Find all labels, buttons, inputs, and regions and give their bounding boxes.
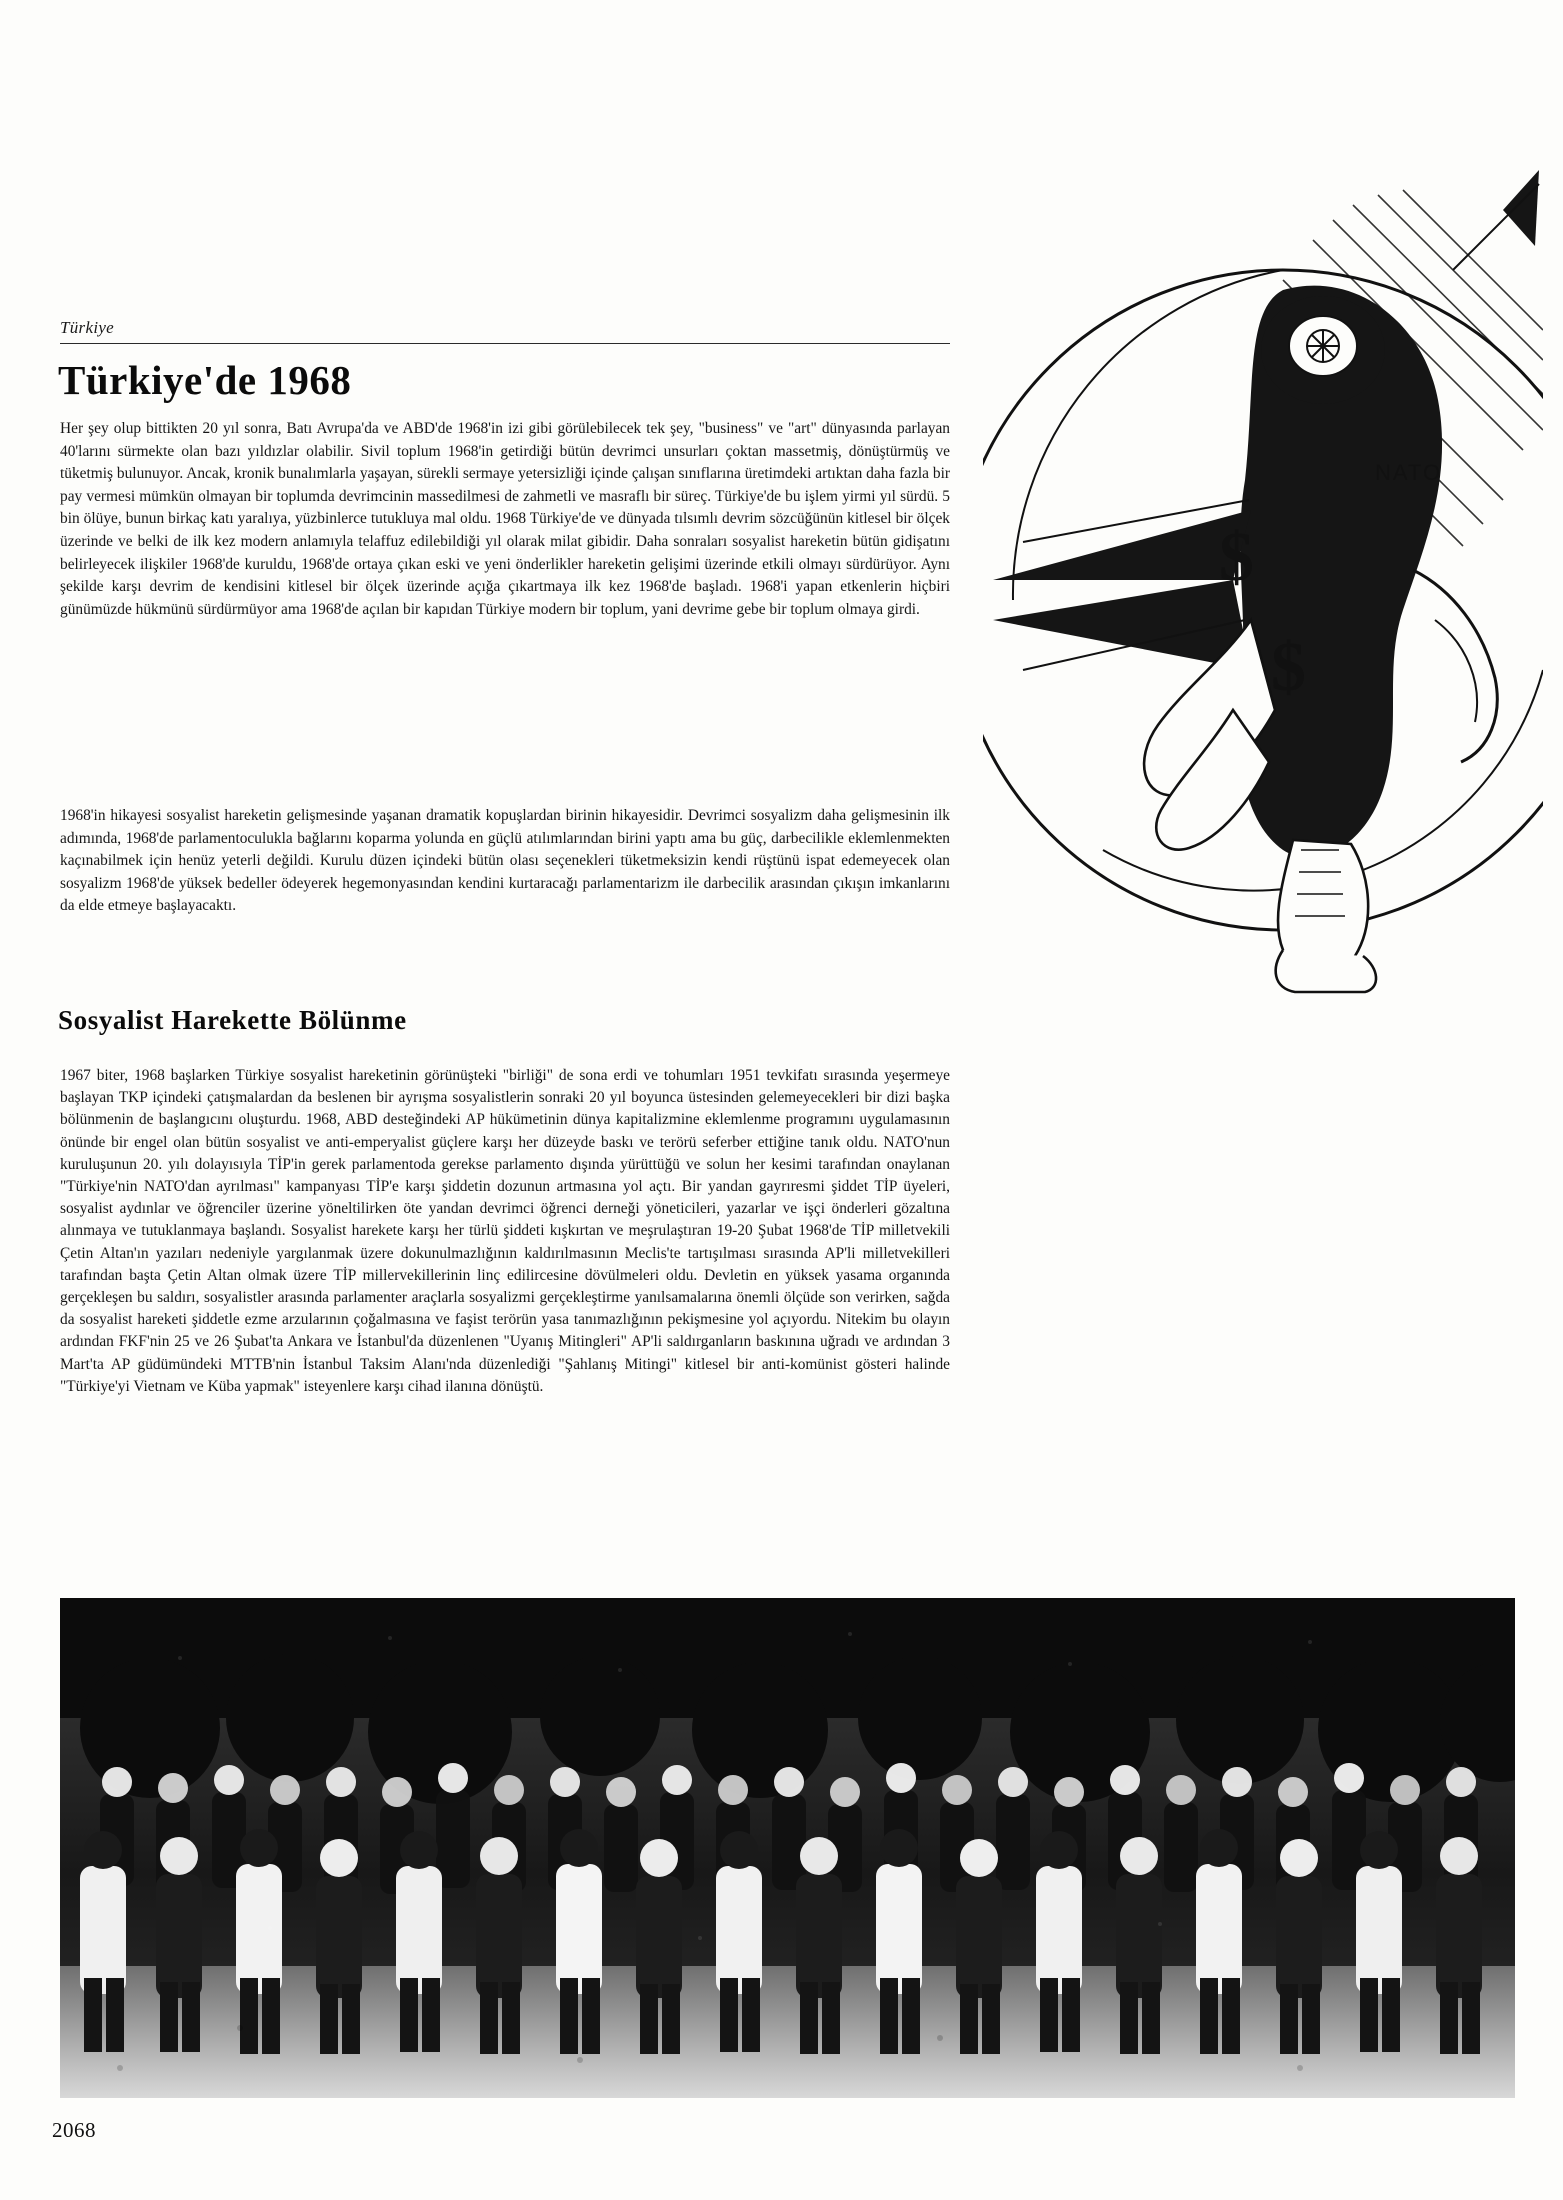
nato-label: NATO	[1375, 460, 1443, 485]
crowd-demonstration-photo	[60, 1598, 1515, 2098]
paragraph-text: Her şey olup bittikten 20 yıl sonra, Batı Avrupa'da ve ABD'de 1968'in izi gibi görülebilecek tek şey, "business" ve "art" dünyasında parlayan 40'larını sürmekte olan bazı yıldızlar olabilir. Sivil toplum 1968'in getirdiği bütün devrimci unsurları çoktan massetmiş, dönüştürmüş ve tüketmiş bulunuyor. Ancak, kronik bunalımlarla yaşayan, sürekli sermaye yetersizliği içinde çalışan sınıflarına üretimdeki artıktan daha fazla bir pay vermesi mümkün olmayan bir toplumda devrimcinin massedilmesi de zahmetli ve masraflı bir süreç. Türkiye'de bu işlem yirmi yıl sürdü. 5 bin ölüye, bunun birkaç katı yaralıya, yüzbinlerce tutukluya mal oldu. 1968 Türkiye'de ve dünyada tılsımlı devrim sözcüğünün kitlesel bir ölçek üzerinde ve belki de ilk kez modern anlamıyla telaffuz edilebildiği yıl olarak milat gibidir. Daha sonraları sosyalist hareketin bütün gidişatını belirleyecek ilişkiler 1968'de kuruldu, 1968'de ortaya çıkan eski ve yeni önderlikler hareketin gelişimi üzerinde etkili olmayı sürdürüyor. Aynı şekilde karşı devrim de kendisini kitlesel bir ölçek üzerinde açığa çıkartmaya ilk kez 1968'de başladı. 1968'i yapan etkenlerin hiçbiri günümüzde hükmünü sürdürmüyor ama 1968'de açılan bir kapıdan Türkiye modern bir toplum, yani devrime gebe bir toplum olmaya girdi.	[60, 420, 950, 618]
paragraph-text: 1967 biter, 1968 başlarken Türkiye sosyalist hareketinin görünüşteki "birliği" de sona erdi ve tohumları 1951 tevkifatı sırasında yeşermeye başlayan TKP içindeki çatışmalardan da beslenen bir ayrışma sosyalistlerin sonraki 20 yıl boyunca üstesinden gelemeyecekleri bir dizi başka bölünmenin de başlangıcını oluşturdu. 1968, ABD desteğindeki AP hükümetinin dünya kapitalizmine eklemlenme programını uygulamasının önünde bir engel olan bütün sosyalist ve anti-emperyalist güçlere karşı her düzeyde baskı ve terörü seferber ettiğine tanık oldu. NATO'nun kuruluşunun 20. yılı dolayısıyla TİP'in gerek parlamentoda gerekse parlamento dışında yürüttüğü ve solun her kesimi tarafından onaylanan "Türkiye'nin NATO'dan ayrılması" kampanyası TİP'e karşı şiddetin dozunun artmasına yol açtı. Bir yandan gayrıresmi şiddet TİP üyeleri, sosyalist aydınlar ve öğrenciler üzerine yöneltilirken öte yandan devrimci öğrenci derneği yöneticileri, yazarlar ve işçi önderleri gözaltına alınmaya ve tutuklanmaya başlandı. Sosyalist harekete karşı her türlü şiddeti kışkırtan ve meşrulaştıran 19-20 Şubat 1968'de TİP milletvekili Çetin Altan'ın yazıları nedeniyle yargılanmak üzere dokunulmazlığının kaldırılmasının Meclis'te tartışılması sırasında AP'li milletvekilleri tarafından başta Çetin Altan olmak üzere TİP millervekillerinin linç edilircesine dövülmeleri oldu. Devletin en yüksek yasama organında gerçekleşen bu saldırı, sosyalistler arasında parlamenter araçlarla sosyalizmi gerçekleştirme yanılsamalarına önemli ölçüde son verirken, sağda da sosyalist hareketi şiddetle ezme arzularının çoğalmasına ve faşist terörün yasa tanımazlığının pekişmesine yol açıyordu. Nitekim bu olayın ardından FKF'nin 25 ve 26 Şubat'ta Ankara ve İstanbul'da düzenlenen "Uyanış Mitingleri" AP'li saldırganların baskınına uğradı ve ardından 3 Mart'ta AP güdümündeki MTTB'nin İstanbul Taksim Alanı'nda düzenlediği "Şahlanış Mitingi" kitlesel bir anti-komünist gösteri halinde "Türkiye'yi Vietnam ve Küba yapmak" isteyenlere karşı cihad ilanına dönüştü.	[60, 1067, 950, 1395]
page-number: 2068	[52, 2118, 96, 2142]
running-head: Türkiye	[60, 318, 115, 337]
body-paragraph-3	[60, 1065, 950, 1398]
nato-cartoon-illustration	[983, 150, 1543, 1090]
body-paragraph-2	[60, 805, 950, 918]
section-heading: Sosyalist Harekette Bölünme	[58, 1005, 407, 1035]
paragraph-text: 1968'in hikayesi sosyalist hareketin gelişmesinde yaşanan dramatik kopuşlardan birinin hikayesidir. Devrimci sosyalizm daha gelişmesinin ilk adımında, 1968'de parlamentoculukla bağlarını koparma yolunda en güçlü atılımlarından birini yaptı ama bu güç, darbecilikle eklemlenmekten kaçınabilmek için henüz yeterli değildi. Kurulu düzen içindeki bütün olası seçenekleri tüketmeksizin kendi rüştünü ispat edemeyecek olan sosyalizm 1968'de yüksek bedeller ödeyerek hegemonyasından kendini kurtaracağı parlamentarizm ile darbecilik arasından çıkışın imkanlarını da elde etmeye başlayacaktı.	[60, 807, 950, 915]
dollar-sign-1: $	[1219, 519, 1254, 596]
page-title: Türkiye'de 1968	[58, 357, 352, 403]
running-head-rule	[60, 343, 950, 344]
dollar-sign-2: $	[1271, 629, 1306, 706]
body-paragraph-1	[60, 418, 950, 621]
